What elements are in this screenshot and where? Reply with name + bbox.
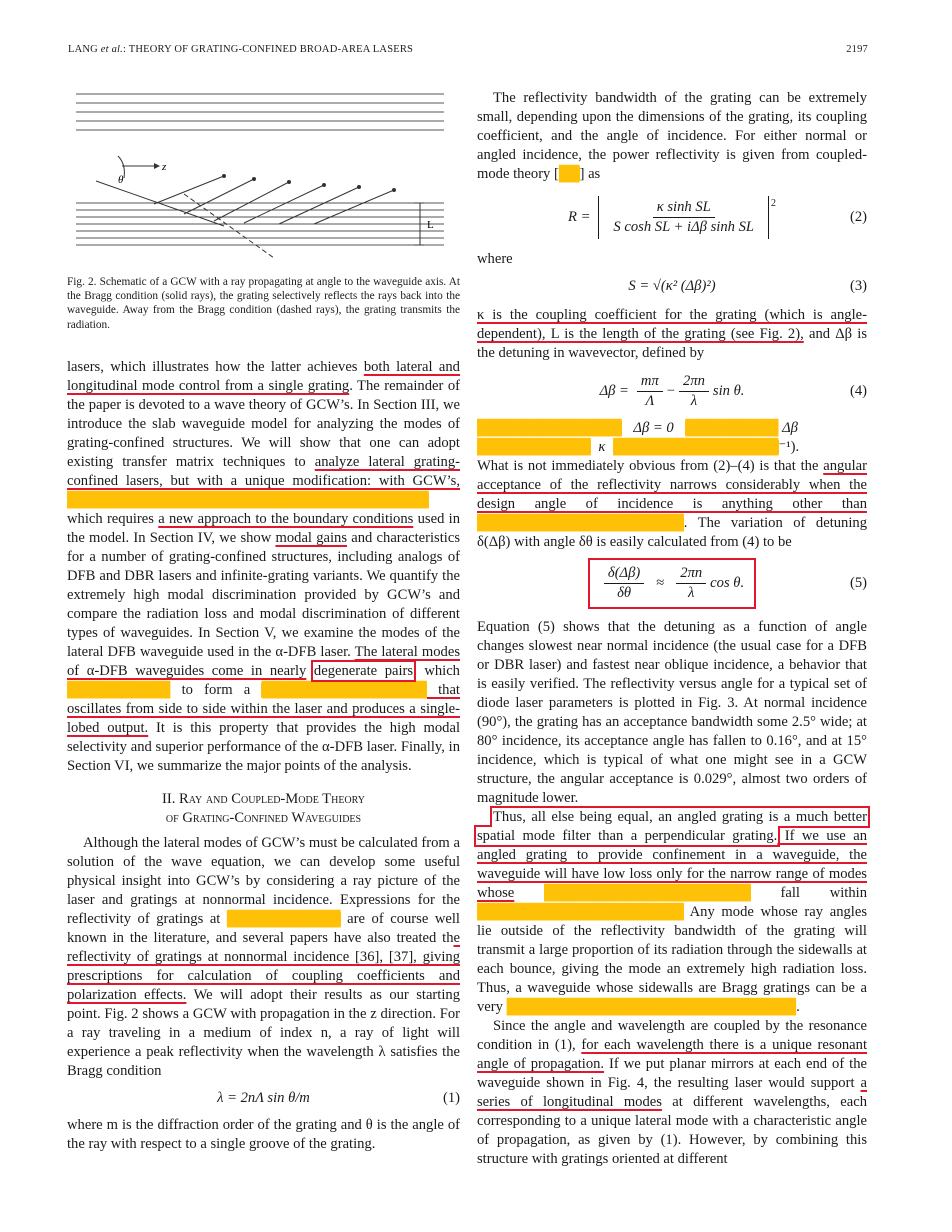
header-authors: LANG bbox=[68, 44, 101, 55]
length-L-label: L bbox=[427, 219, 434, 231]
redaction-highlight: ████████████████ bbox=[261, 682, 427, 698]
equation-5 bbox=[477, 560, 867, 606]
figure-2-schematic bbox=[74, 86, 454, 266]
equation-2-lhs: R = bbox=[568, 208, 591, 225]
left-paragraph-1 bbox=[67, 358, 460, 776]
axis-z-label: z bbox=[162, 161, 167, 173]
equation-5-number: (5) bbox=[849, 574, 867, 591]
underlined-text: If we use an angled grating to provide confinement in a waveguide, the waveguide will have low loss only for the narrow range of modes whose bbox=[477, 828, 867, 901]
equation-1 bbox=[67, 1089, 460, 1108]
equation-4-denominator-1: Λ bbox=[645, 392, 655, 409]
equation-5-denominator-1: δθ bbox=[617, 584, 632, 601]
text-span: . The remainder of the paper is devoted to a wave theory of GCW’s. In Section III, we introduce the slab waveguide model for analyzing the modes of grating-confined structures. We will show that one can adopt existing transfer matrix techniques to bbox=[67, 378, 460, 470]
text-span: at different wavelengths, each corresponding to a unique lateral mode with a characteristic angle of propagation, as given by (1). However, by combining this structure with gratings oriented at different bbox=[477, 1094, 867, 1167]
boxed-text: degenerate pairs bbox=[313, 663, 414, 679]
redaction-highlight: ████████████████████████████ bbox=[506, 999, 797, 1015]
equation-2-exponent: 2 bbox=[771, 198, 776, 209]
equation-3 bbox=[477, 277, 867, 296]
text-span: Since the angle and wavelength are coupled by the resonance condition in (1), bbox=[477, 1018, 867, 1053]
equation-4 bbox=[477, 371, 867, 411]
equation-3-body: S = √(κ² (Δβ)²) bbox=[628, 278, 716, 294]
text-span: . The variation of detuning δ(Δβ) with angle δθ is easily calculated from (4) to be bbox=[477, 515, 867, 550]
equation-5-fraction-1 bbox=[604, 564, 644, 603]
redacted-line-1 bbox=[477, 419, 867, 438]
underlined-text: κ is the coupling coefficient for the grating (which is angle-dependent), L is the length of the grating (see Fig. 2), bbox=[477, 307, 867, 342]
equation-5-denominator-2: λ bbox=[688, 584, 695, 601]
redaction-highlight: ██ bbox=[558, 166, 580, 182]
equation-4-lhs: Δβ = bbox=[599, 382, 629, 399]
underlined-text: angular acceptance of the reflectivity narrows considerably when the design angle of incidence is anything other than bbox=[477, 458, 867, 512]
underlined-text: The lateral modes of α-DFB waveguides come in nearly bbox=[67, 644, 461, 679]
equation-4-minus: − bbox=[666, 382, 676, 399]
underlined-text: a new approach to the boundary conditions bbox=[158, 511, 414, 527]
left-paragraph-2 bbox=[67, 834, 460, 1081]
redaction-highlight: ██████████ bbox=[67, 682, 171, 698]
underlined-text: analyze lateral grating-confined lasers, but with a unique modification: with GCW’s, bbox=[67, 454, 461, 489]
redaction-highlight: ███████████████████████████████████ bbox=[67, 492, 429, 508]
underlined-text: both lateral and longitudinal mode control from a single grating bbox=[67, 359, 460, 394]
text-span: . bbox=[796, 999, 800, 1015]
redacted-line-2 bbox=[477, 438, 867, 457]
text-span: , which bbox=[413, 663, 460, 679]
underlined-text: that oscillates from side to side within the laser and produces a single-lobed output. bbox=[67, 682, 460, 736]
text-span: ] as bbox=[579, 166, 601, 182]
equation-5-approx: ≈ bbox=[656, 574, 665, 591]
underlined-text: e reflectivity of gratings at nonnormal incidence [36], [37], giving prescriptions for calculation of coupling coefficients and polarization effects. bbox=[67, 930, 460, 1003]
boxed-text: Thus, all else being equal, an angled grating is a much better spatial mode filter than a perpendicular grating. bbox=[477, 809, 867, 844]
running-header bbox=[68, 44, 413, 55]
equation-5-numerator-1: δ(Δβ) bbox=[604, 564, 644, 584]
text-span bbox=[514, 885, 544, 901]
redaction-highlight: █████████ bbox=[685, 420, 779, 436]
text-span: and Δβ is the detuning in wavevector, defined by bbox=[477, 326, 867, 361]
header-title: : THEORY OF GRATING-CONFINED BROAD-AREA LASERS bbox=[123, 44, 414, 55]
page-number: 2197 bbox=[846, 44, 868, 55]
equation-2-numerator: κ sinh SL bbox=[653, 198, 715, 218]
equation-2-denominator: S cosh SL + iΔβ sinh SL bbox=[613, 218, 754, 235]
section-title-line-1: II. Ray and Coupled-Mode Theory bbox=[162, 791, 365, 807]
redaction-highlight: ███████████ bbox=[477, 439, 591, 455]
text-span: Any mode whose ray angles lie outside of the reflectivity bandwidth of the grating will transmit a large proportion of its radiation through the sidewalls at each bounce, giving the mode an extremely high radiation loss. Thus, a waveguide whose sidewalls are Bragg gratings can be a very bbox=[477, 904, 867, 1015]
equation-4-numerator-1: mπ bbox=[637, 372, 663, 392]
equation-4-fraction-1 bbox=[637, 372, 663, 411]
text-span: lasers, which illustrates how the latter achieves bbox=[67, 359, 364, 375]
text-span bbox=[306, 663, 314, 679]
math-inline: ⁻¹). bbox=[778, 439, 800, 455]
math-inline: κ bbox=[598, 439, 606, 455]
text-span: fall within bbox=[750, 885, 867, 901]
redaction-highlight: ████████████████████ bbox=[477, 904, 684, 920]
math-inline: Δβ = 0 bbox=[633, 420, 674, 436]
right-column bbox=[477, 89, 867, 1169]
equation-4-number: (4) bbox=[849, 382, 867, 399]
equation-1-number: (1) bbox=[442, 1090, 460, 1106]
section-heading bbox=[67, 790, 460, 828]
figure-caption: Fig. 2. Schematic of a GCW with a ray propagating at angle to the waveguide axis. At the Bragg condition (solid rays), the grating selectively reflects the rays back into the waveguide. Away from the Bragg condition (dashed rays), the grating transmits the radiation. bbox=[67, 276, 460, 331]
equation-3-number: (3) bbox=[849, 278, 867, 294]
equation-5-box bbox=[590, 560, 754, 607]
equation-1-body: λ = 2nΛ sin θ/m bbox=[217, 1090, 310, 1106]
text-span: used in the model. In Section IV, we show bbox=[67, 511, 461, 546]
text-span: and characteristics for a number of grating-confined structures, including analogs of DFB and DBR lasers and infinite-grating variants. We quantify the extremely high modal discrimination provided by GCW’s and compare the radiation loss and modal discrimination of different types of waveguides. In Section V, we examine the modes of the lateral DFB waveguide used in the α-DFB laser. bbox=[67, 530, 461, 660]
left-column bbox=[67, 358, 460, 1154]
equation-5-fraction-2 bbox=[676, 564, 706, 603]
right-paragraph-5 bbox=[477, 808, 867, 1017]
redaction-highlight: ████████████████████ bbox=[477, 515, 684, 531]
text-span: to form a bbox=[170, 682, 262, 698]
equation-4-fraction-2 bbox=[679, 372, 709, 411]
right-paragraph-6 bbox=[477, 1017, 867, 1169]
equation-2-number: (2) bbox=[849, 208, 867, 225]
text-span: If we put planar mirrors at each end of the waveguide shown in Fig. 4, the resulting laser would support bbox=[477, 1056, 867, 1091]
text-span: are of course well known in the literature, and several papers have also treated th bbox=[67, 911, 460, 946]
underlined-text: modal gains bbox=[275, 530, 348, 546]
where-text: where bbox=[477, 251, 513, 267]
right-paragraph-2 bbox=[477, 306, 867, 363]
equation-5-tail: cos θ. bbox=[710, 574, 745, 591]
underlined-text: a series of longitudinal modes bbox=[477, 1075, 867, 1110]
equation-2 bbox=[477, 194, 867, 240]
right-paragraph-3 bbox=[477, 457, 867, 552]
text-span: The reflectivity bandwidth of the grating can be extremely small, depending upon the dimensions of the grating, its coupling coefficient, and the angle of incidence. For either normal or angled incidence, the power reflectivity is given from coupled-mode theory [ bbox=[477, 90, 867, 182]
redaction-highlight: ████████████████████ bbox=[544, 885, 751, 901]
equation-4-tail: sin θ. bbox=[712, 382, 745, 399]
text-span: Although the lateral modes of GCW’s must be calculated from a solution of the wave equation, we can develop some useful physical insight into GCW’s by considering a ray picture of the laser and gratings at nonnormal incidence. Expressions for the reflectivity of gratings at bbox=[67, 835, 460, 927]
equation-4-numerator-2: 2πn bbox=[679, 372, 709, 392]
equation-5-numerator-2: 2πn bbox=[676, 564, 706, 584]
header-etal: et al. bbox=[100, 44, 123, 55]
underlined-text: for each wavelength there is a unique resonant angle of propagation. bbox=[477, 1037, 868, 1072]
redaction-highlight: ████████████████ bbox=[613, 439, 779, 455]
equation-4-denominator-2: λ bbox=[690, 392, 698, 409]
redaction-highlight: ███████████ bbox=[226, 911, 341, 927]
text-span: What is not immediately obvious from (2)–(4) is that the bbox=[477, 458, 824, 474]
left-paragraph-3: where m is the diffraction order of the grating and θ is the angle of the ray with respect to a single groove of the grating. bbox=[67, 1117, 460, 1152]
text-span: We will adopt their results as our starting point. Fig. 2 shows a GCW with propagation in the z direction. For a ray traveling in a medium of index n, a ray of light will experience a peak reflectivity when the wavelength λ satisfies the Bragg condition bbox=[67, 987, 460, 1079]
text-span: It is this property that provides the high modal selectivity and superior performance of the α-DFB laser. Finally, in Section VI, we summarize the major points of the analysis. bbox=[67, 720, 460, 774]
section-title-line-2: of Grating-Confined Waveguides bbox=[165, 810, 362, 826]
right-paragraph-4: Equation (5) shows that the detuning as a function of angle changes slowest near normal incidence (the usual case for a DFB or DBR laser) and fastest near oblique incidence, a behavior that is easily verified. The reflectivity versus angle for a typical set of diode laser parameters is plotted in Fig. 3. At normal incidence (90°), the grating has an acceptance bandwidth some 2.5° wide; at 80° incidence, its acceptance angle has fallen to 0.16°, and at 15° incidence, which is typical of what one might see in a GCW structure, the angular acceptance is 0.029°, almost two orders of magnitude lower. bbox=[477, 619, 867, 806]
text-span: which requires bbox=[67, 511, 159, 527]
math-inline: Δβ bbox=[782, 420, 798, 436]
equation-2-fraction bbox=[609, 198, 758, 237]
right-paragraph-1 bbox=[477, 89, 867, 184]
angle-theta-label: θ bbox=[118, 174, 124, 186]
equation-2-absolute bbox=[598, 196, 769, 239]
redaction-highlight: ██████████████ bbox=[477, 420, 622, 436]
